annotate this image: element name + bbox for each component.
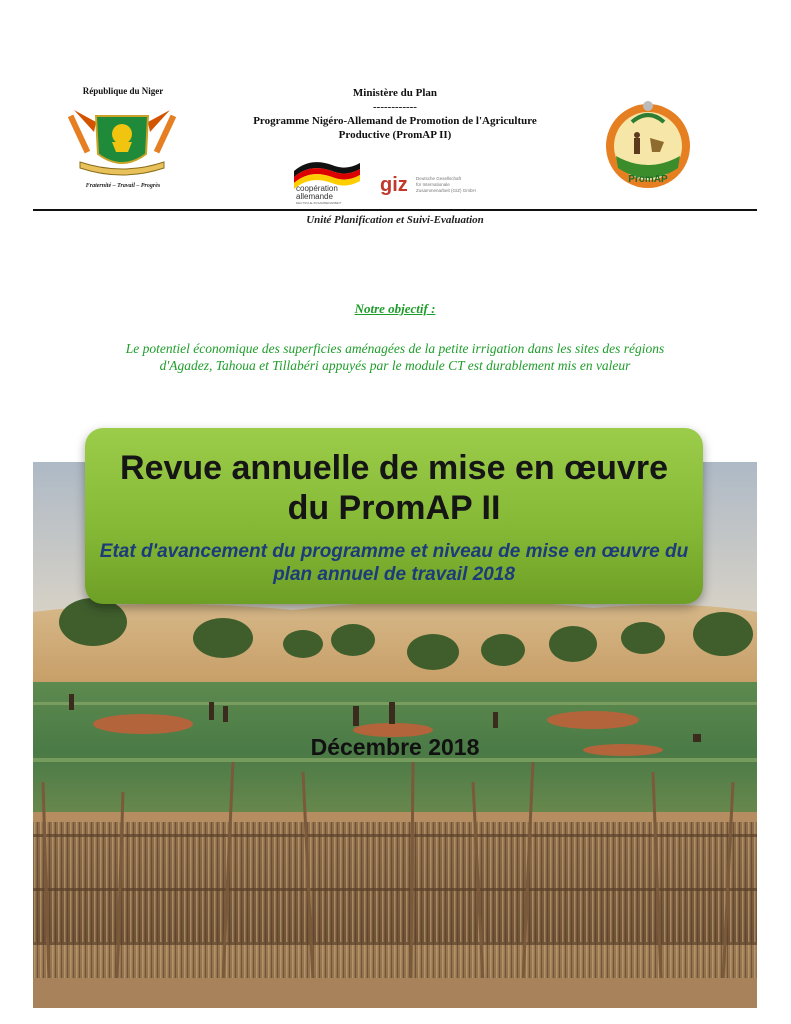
report-subtitle: Etat d'avancement du programme et niveau de mise en œuvre du plan annuel de travail 2018 (99, 541, 689, 585)
cooperation-allemande-logo (294, 162, 360, 205)
niger-coat-of-arms-icon (66, 102, 178, 180)
partner-logos (290, 155, 490, 205)
coop-line-2: allemande (296, 192, 333, 201)
giz-desc-2: für Internationale (416, 182, 450, 187)
objective-title: Notre objectif : (354, 301, 436, 316)
republic-label: République du Niger (82, 86, 164, 96)
giz-desc-1: Deutsche Gesellschaft (416, 176, 462, 181)
promap-logo (602, 98, 694, 190)
report-title-line-2: du PromAP II (287, 489, 501, 527)
giz-desc-3: Zusammenarbeit (GIZ) GmbH (416, 188, 476, 193)
ministry-name: Ministère du Plan (352, 87, 438, 99)
objective-text: Le potentiel économique des superficies aménagées de la petite irrigation dans les sites des régions d'Agadez, Tahoua et Tillabéri appuyés par le module CT est durablement mis en valeur (125, 341, 665, 373)
unit-label: Unité Planification et Suivi-Evaluation (306, 214, 484, 226)
program-line-2: Productive (PromAP II) (338, 129, 452, 141)
ministry-block (230, 86, 560, 142)
giz-logo (380, 174, 476, 196)
header-divider (33, 209, 757, 211)
coop-line-1: coopération (296, 184, 338, 193)
giz-wordmark: giz (380, 174, 408, 196)
program-line-1: Programme Nigéro-Allemand de Promotion de l'Agriculture (253, 115, 537, 127)
separator: ------------ (373, 101, 417, 113)
report-title-line-1: Revue annuelle de mise en œuvre (120, 449, 668, 487)
report-date: Décembre 2018 (310, 734, 480, 760)
motto: Fraternité – Travail – Progrès (85, 183, 161, 189)
coop-line-3: DEUTSCHE ZUSAMMENARBEIT (296, 201, 342, 205)
promap-logo-text: PromAP (628, 174, 668, 185)
report-title (85, 448, 703, 528)
